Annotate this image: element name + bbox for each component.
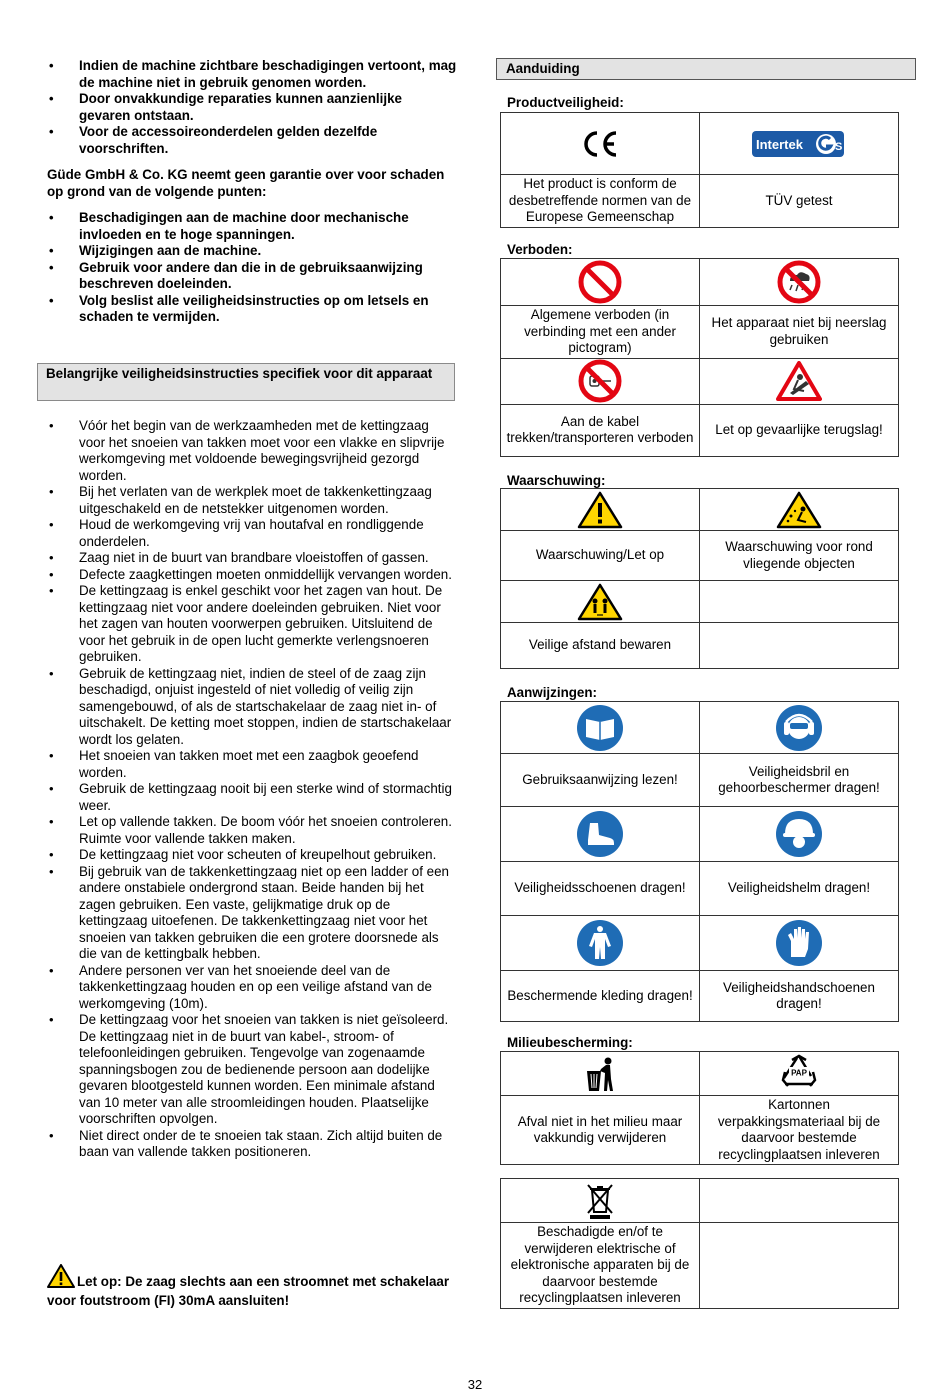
verboden-caption: Aan de kabel trekken/transporteren verboden (501, 404, 700, 456)
safety-item: • Gebruik de kettingzaag niet, indien de steel of de zaag zijn beschadigd, onjuist ingesteld of niet volledig of veilig zijn samengebouwd, of als de startschakelaar de zaag niet in- of uitschakelt. De ketting moet stoppen, indien de startschakelaar wordt los gelaten. (47, 666, 457, 749)
gs-mark-cell (700, 113, 899, 175)
safety-bullet-list (47, 418, 457, 1161)
kickback-warning-icon (700, 361, 898, 401)
aanwijzingen-caption: Veiligheidshandschoenen dragen! (700, 971, 899, 1022)
aanwijzingen-caption: Veiligheidshelm dragen! (700, 862, 899, 916)
bullet-item: • Indien de machine zichtbare beschadigingen vertoont, mag de machine niet in gebruik genomen worden. (47, 58, 457, 91)
warning-note (47, 1264, 457, 1309)
top-bullet-list (47, 58, 457, 157)
bullet-item: • Volg beslist alle veiligheidsinstructies op om letsels en schaden te vermijden. (47, 293, 457, 326)
ce-caption: Het product is conform de desbetreffende normen van de Europese Gemeenschap (501, 175, 700, 228)
empty-cell (700, 1223, 899, 1309)
ce-mark-icon (501, 129, 699, 159)
empty-cell (700, 623, 899, 669)
guarantee-bullet-list (47, 210, 457, 326)
safety-item: • De kettingzaag voor het snoeien van takken is niet geïsoleerd. De kettingzaag niet in de buurt van kabel-, stroom- of telefoonleidingen gebruiken. Tengevolge van zogenaamde spanningsbogen zou de bedienende persoon aan dodelijke gevaren blootgesteld kunnen worden. Een minimale afstand van 10 meter van alle stroomleidingen houden. Plaatselijke voorschriften opvolgen. (47, 1012, 457, 1128)
aanwijzingen-caption: Gebruiksaanwijzing lezen! (501, 754, 700, 807)
safety-item: • Bij gebruik van de takkenkettingzaag niet op een ladder of een andere onstabiele ondergrond staan. Beide handen bij het zagen gebruiken. Een vaste, gelijkmatige druk op de kettingzaag uitoefenen. De takkenkettingzaag niet voor het snoeien van takken gebruiken die een grotere doorsnede als die van de kettingbalk hebben. (47, 864, 457, 963)
verboden-caption: Het apparaat niet bij neerslag gebruiken (700, 306, 899, 359)
no-cable-pulling-icon (501, 359, 699, 403)
milieu-table (500, 1051, 899, 1165)
safety-item: • Het snoeien van takken moet met een zaagbok geoefend worden. (47, 748, 457, 781)
no-rain-icon (700, 260, 898, 304)
milieu-caption: Afval niet in het milieu maar vakkundig verwijderen (501, 1096, 700, 1165)
aanwijzingen-caption: Beschermende kleding dragen! (501, 971, 700, 1022)
crossed-out-bin-icon (501, 1182, 699, 1220)
safety-helmet-icon (700, 810, 898, 858)
safety-item: • De kettingzaag niet voor scheuten of kreupelhout gebruiken. (47, 847, 457, 864)
waarschuwing-table (500, 488, 899, 669)
productveiligheid-title: Productveiligheid: (507, 95, 624, 110)
safety-item: • Gebruik de kettingzaag nooit bij een sterke wind of stormachtig weer. (47, 781, 457, 814)
aanwijzingen-caption: Veiligheidsbril en gehoorbeschermer dragen! (700, 754, 899, 807)
intertek-gs-logo-icon (700, 128, 898, 160)
page-number: 32 (467, 1377, 483, 1391)
aanwijzingen-caption: Veiligheidsschoenen dragen! (501, 862, 700, 916)
weee-table (500, 1178, 899, 1309)
bullet-item: • Voor de accessoireonderdelen gelden dezelfde voorschriften. (47, 124, 457, 157)
safety-item: • Zaag niet in de buurt van brandbare vloeistoffen of gassen. (47, 550, 457, 567)
safety-item: • Andere personen ver van het snoeiende deel van de takkenkettingzaag houden en op een veilige afstand van de werkomgeving (10m). (47, 963, 457, 1013)
bullet-item: • Gebruik voor andere dan die in de gebruiksaanwijzing beschreven doeleinden. (47, 260, 457, 293)
safety-item: • Vóór het begin van de werkzaamheden met de kettingzaag voor het snoeien van takken moet voor een vlakke en slipvrije werkomgeving met voldoende bewegingsvrijheid gezorgd worden. (47, 418, 457, 484)
milieu-title: Milieubescherming: (507, 1035, 633, 1050)
flying-objects-warning-icon (700, 491, 898, 529)
safety-item: • Defecte zaagkettingen moeten onmiddellijk vervangen worden. (47, 567, 457, 584)
ce-mark-cell (501, 113, 700, 175)
verboden-caption: Let op gevaarlijke terugslag! (700, 404, 899, 456)
safety-item: • De kettingzaag is enkel geschikt voor het zagen van hout. De kettingzaag niet voor andere doeleinden gebruiken. Niet voor het zagen van houten voorwerpen gebruiken. Uitsluitend de voor het gebruik in de open lucht gemerkte verlengsnoeren gebruiken. (47, 583, 457, 666)
empty-cell (700, 581, 899, 623)
warning-note-text: Let op: De zaag slechts aan een stroomnet met schakelaar voor foutstroom (FI) 30mA aansluiten! (47, 1274, 450, 1308)
safety-item: • Let op vallende takken. De boom vóór het snoeien controleren. Ruimte voor vallende takken maken. (47, 814, 457, 847)
safety-item: • Niet direct onder de te snoeien tak staan. Zich altijd buiten de baan van vallende takken positioneren. (47, 1128, 457, 1161)
milieu-caption: Beschadigde en/of te verwijderen elektrische of elektronische apparaten bij de daarvoor bestemde recyclingplaatsen inleveren (501, 1223, 700, 1309)
bullet-item: • Wijzigingen aan de machine. (47, 243, 457, 260)
empty-cell (700, 1179, 899, 1223)
waarschuwing-title: Waarschuwing: (507, 473, 606, 488)
aanwijzingen-title: Aanwijzingen: (507, 685, 598, 700)
waarschuwing-caption: Waarschuwing voor rond vliegende objecten (700, 531, 899, 581)
waarschuwing-caption: Waarschuwing/Let op (501, 531, 700, 581)
left-column (47, 58, 457, 326)
general-prohibition-icon (501, 260, 699, 304)
protective-clothing-icon (501, 919, 699, 967)
safety-item: • Bij het verlaten van de werkplek moet de takkenkettingzaag uitgeschakeld en de netstekker uitgenomen worden. (47, 484, 457, 517)
general-warning-icon (501, 491, 699, 529)
verboden-caption: Algemene verboden (in verbinding met een ander pictogram) (501, 306, 700, 359)
pap-label: PAP (791, 1068, 807, 1077)
milieu-caption: Kartonnen verpakkingsmateriaal bij de daarvoor bestemde recyclingplaatsen inleveren (700, 1096, 899, 1165)
verboden-title: Verboden: (507, 242, 573, 257)
read-manual-icon (501, 704, 699, 752)
litter-disposal-icon (501, 1055, 699, 1093)
verboden-table (500, 258, 899, 457)
warning-triangle-icon (47, 1264, 75, 1293)
section-title: Belangrijke veiligheidsinstructies specifiek voor dit apparaat (37, 363, 455, 401)
bullet-item: • Door onvakkundige reparaties kunnen aanzienlijke gevaren ontstaan. (47, 91, 457, 124)
safety-gloves-icon (700, 919, 898, 967)
aanduiding-header: Aanduiding (496, 58, 916, 80)
goggles-ear-protection-icon (700, 704, 898, 752)
pap-recycling-icon (700, 1054, 898, 1094)
svg-text:S: S (835, 140, 843, 153)
waarschuwing-caption: Veilige afstand bewaren (501, 623, 700, 669)
guarantee-paragraph: Güde GmbH & Co. KG neemt geen garantie over voor schaden op grond van de volgende punten: (47, 167, 445, 199)
safety-shoes-icon (501, 810, 699, 858)
safety-item: • Houd de werkomgeving vrij van houtafval en rondliggende onderdelen. (47, 517, 457, 550)
bullet-item: • Beschadigingen aan de machine door mechanische invloeden en te hoge spanningen. (47, 210, 457, 243)
aanwijzingen-table (500, 701, 899, 1022)
safe-distance-warning-icon (501, 583, 699, 621)
tuv-caption: TÜV getest (700, 175, 899, 228)
safety-instructions (47, 418, 457, 1161)
productveiligheid-table (500, 112, 899, 228)
svg-text:Intertek: Intertek (756, 136, 803, 152)
